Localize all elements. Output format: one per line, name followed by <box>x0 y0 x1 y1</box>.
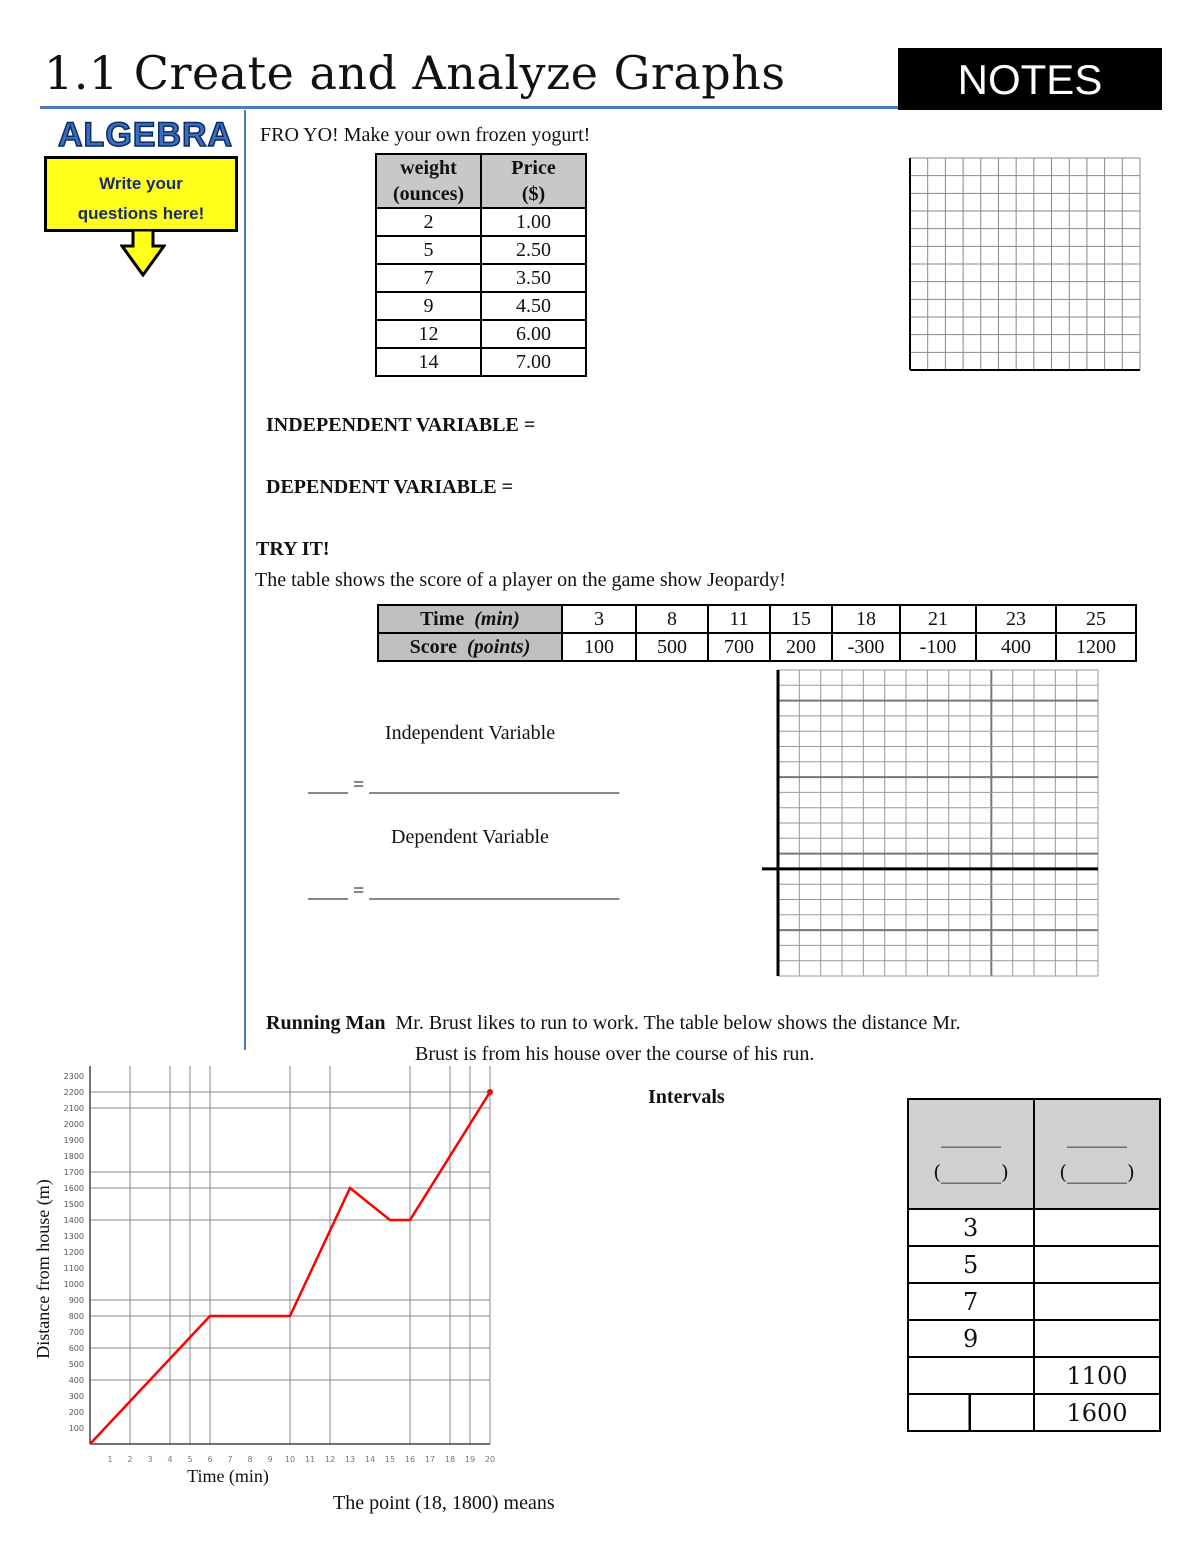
x-tick-label: 14 <box>364 1455 376 1464</box>
x-tick-label: 4 <box>167 1455 173 1464</box>
time-unit: (min) <box>474 607 520 630</box>
intervals-label: Intervals <box>648 1086 725 1108</box>
time-cell: 21 <box>900 605 976 633</box>
callout-line-2: questions here! <box>77 204 205 223</box>
x-tick-label: 15 <box>384 1455 396 1464</box>
y-tick-label: 1400 <box>63 1216 84 1225</box>
table-row <box>908 1320 1160 1357</box>
distance-time-chart <box>30 1066 500 1496</box>
y-tick-label: 1100 <box>63 1264 84 1273</box>
independent-blank[interactable]: ____ = _________________________ <box>308 774 620 796</box>
price-cell: 7.00 <box>481 348 586 376</box>
head-a-paren: (______) <box>933 1160 1009 1184</box>
value-cell[interactable] <box>1034 1320 1160 1357</box>
y-tick-label: 1000 <box>63 1280 84 1289</box>
table-row <box>376 236 586 264</box>
table-row <box>378 605 1136 633</box>
y-tick-label: 800 <box>68 1312 84 1321</box>
title-rule <box>40 106 898 109</box>
price-cell: 2.50 <box>481 236 586 264</box>
y-tick-label: 1500 <box>63 1200 84 1209</box>
value-cell[interactable]: 1600 <box>1034 1394 1160 1431</box>
table-row <box>378 633 1136 661</box>
time-cell: 18 <box>832 605 900 633</box>
y-tick-label: 1200 <box>63 1248 84 1257</box>
time-cell: 15 <box>770 605 832 633</box>
x-tick-label: 17 <box>424 1455 436 1464</box>
y-tick-label: 600 <box>68 1344 84 1353</box>
froyo-intro: FRO YO! Make your own frozen yogurt! <box>260 124 591 146</box>
interval-cell[interactable]: 5 <box>908 1246 1034 1283</box>
running-heading: Running Man <box>266 1012 386 1034</box>
questions-callout <box>44 156 238 232</box>
value-cell[interactable] <box>1034 1246 1160 1283</box>
y-tick-label: 200 <box>68 1408 84 1417</box>
x-tick-label: 18 <box>444 1455 456 1464</box>
x-tick-label: 7 <box>227 1455 233 1464</box>
table-head-a[interactable] <box>908 1099 1034 1209</box>
independent-variable-label: INDEPENDENT VARIABLE = <box>266 414 536 436</box>
time-cell: 25 <box>1056 605 1136 633</box>
y-tick-label: 2300 <box>63 1072 84 1081</box>
x-tick-label: 9 <box>267 1455 273 1464</box>
weight-cell: 9 <box>376 292 481 320</box>
notes-badge: NOTES <box>898 48 1162 110</box>
table-row <box>376 292 586 320</box>
score-cell: 100 <box>562 633 636 661</box>
y-tick-label: 2000 <box>63 1120 84 1129</box>
weight-header-line1: weight <box>400 157 457 179</box>
y-tick-label: 2100 <box>63 1104 84 1113</box>
y-axis-label: Distance from house (m) <box>33 1179 53 1359</box>
price-cell: 4.50 <box>481 292 586 320</box>
y-tick-label: 100 <box>68 1424 84 1433</box>
y-tick-label: 300 <box>68 1392 84 1401</box>
down-arrow-icon <box>120 229 166 277</box>
running-intro <box>266 1012 1166 1035</box>
value-cell[interactable]: 1100 <box>1034 1357 1160 1394</box>
interval-cell[interactable] <box>908 1394 1034 1431</box>
point-caption: The point (18, 1800) means <box>333 1492 555 1514</box>
price-header-line1: Price <box>511 157 556 179</box>
x-tick-label: 2 <box>127 1455 133 1464</box>
x-tick-label: 3 <box>147 1455 153 1464</box>
value-cell[interactable] <box>1034 1283 1160 1320</box>
score-cell: 700 <box>708 633 770 661</box>
score-cell: 200 <box>770 633 832 661</box>
score-unit: (points) <box>467 635 531 658</box>
table-head-b[interactable] <box>1034 1099 1160 1209</box>
price-cell: 1.00 <box>481 208 586 236</box>
page-title: 1.1 Create and Analyze Graphs <box>44 46 786 100</box>
y-tick-label: 1900 <box>63 1136 84 1145</box>
table-row <box>908 1394 1160 1431</box>
independent-caption: Independent Variable <box>385 722 556 744</box>
froyo-blank-grid[interactable] <box>900 150 1150 380</box>
weight-header-line2: (ounces) <box>392 183 465 205</box>
y-tick-label: 900 <box>68 1296 84 1305</box>
score-cell: -300 <box>832 633 900 661</box>
margin-rule <box>244 110 246 1050</box>
table-row <box>908 1209 1160 1246</box>
score-header <box>378 633 562 661</box>
table-row <box>908 1357 1160 1394</box>
time-cell: 8 <box>636 605 708 633</box>
interval-cell[interactable]: 7 <box>908 1283 1034 1320</box>
x-tick-label: 6 <box>207 1455 213 1464</box>
y-tick-label: 1300 <box>63 1232 84 1241</box>
x-axis-label: Time (min) <box>187 1466 269 1486</box>
froyo-col-weight <box>376 154 481 208</box>
y-tick-label: 1800 <box>63 1152 84 1161</box>
score-cell: -100 <box>900 633 976 661</box>
table-row <box>908 1246 1160 1283</box>
callout-line-1: Write your <box>99 174 183 193</box>
y-tick-label: 700 <box>68 1328 84 1337</box>
score-cell: 500 <box>636 633 708 661</box>
x-tick-label: 11 <box>304 1455 316 1464</box>
x-tick-label: 20 <box>484 1455 496 1464</box>
froyo-col-price <box>481 154 586 208</box>
table-row <box>376 264 586 292</box>
x-tick-label: 12 <box>324 1455 336 1464</box>
x-tick-label: 1 <box>107 1455 113 1464</box>
value-cell[interactable] <box>1034 1209 1160 1246</box>
running-line2: Brust is from his house over the course of his run. <box>415 1043 815 1065</box>
tryit-intro: The table shows the score of a player on the game show Jeopardy! <box>255 569 786 591</box>
x-tick-label: 5 <box>187 1455 193 1464</box>
y-tick-label: 400 <box>68 1376 84 1385</box>
price-cell: 6.00 <box>481 320 586 348</box>
algebra-logo: ALGEBRA <box>58 116 234 154</box>
table-row <box>376 348 586 376</box>
price-cell: 3.50 <box>481 264 586 292</box>
x-tick-label: 16 <box>404 1455 416 1464</box>
time-cell: 3 <box>562 605 636 633</box>
score-cell: 1200 <box>1056 633 1136 661</box>
score-cell: 400 <box>976 633 1056 661</box>
time-cell: 11 <box>708 605 770 633</box>
series-endpoint <box>487 1089 493 1095</box>
table-row <box>908 1283 1160 1320</box>
jeopardy-blank-grid[interactable] <box>762 666 1102 980</box>
dependent-caption: Dependent Variable <box>391 826 549 848</box>
tryit-heading: TRY IT! <box>256 538 330 560</box>
head-a-blank: ______ <box>941 1124 1001 1148</box>
weight-cell: 12 <box>376 320 481 348</box>
weight-cell: 7 <box>376 264 481 292</box>
y-tick-label: 2200 <box>63 1088 84 1097</box>
score-label: Score <box>409 635 458 658</box>
table-row <box>376 320 586 348</box>
table-row <box>376 208 586 236</box>
x-tick-label: 13 <box>344 1455 356 1464</box>
x-tick-label: 8 <box>247 1455 253 1464</box>
interval-cell[interactable]: 3 <box>908 1209 1034 1246</box>
y-tick-label: 1600 <box>63 1184 84 1193</box>
x-tick-label: 19 <box>464 1455 476 1464</box>
price-header-line2: ($) <box>521 183 546 205</box>
head-b-blank: ______ <box>1067 1124 1127 1148</box>
intervals-table <box>907 1098 1161 1432</box>
y-tick-label: 500 <box>68 1360 84 1369</box>
running-line1: Mr. Brust likes to run to work. The table below shows the distance Mr. <box>395 1012 961 1034</box>
x-tick-label: 10 <box>284 1455 296 1464</box>
time-label: Time <box>420 607 465 630</box>
interval-cell[interactable] <box>908 1357 1034 1394</box>
jeopardy-table <box>377 604 1137 662</box>
weight-cell: 5 <box>376 236 481 264</box>
froyo-table <box>375 153 587 377</box>
weight-cell: 2 <box>376 208 481 236</box>
time-cell: 23 <box>976 605 1056 633</box>
interval-cell[interactable]: 9 <box>908 1320 1034 1357</box>
head-b-paren: (______) <box>1059 1160 1135 1184</box>
dependent-variable-label: DEPENDENT VARIABLE = <box>266 476 514 498</box>
time-header <box>378 605 562 633</box>
y-tick-label: 1700 <box>63 1168 84 1177</box>
dependent-blank[interactable]: ____ = _________________________ <box>308 880 620 902</box>
weight-cell: 14 <box>376 348 481 376</box>
